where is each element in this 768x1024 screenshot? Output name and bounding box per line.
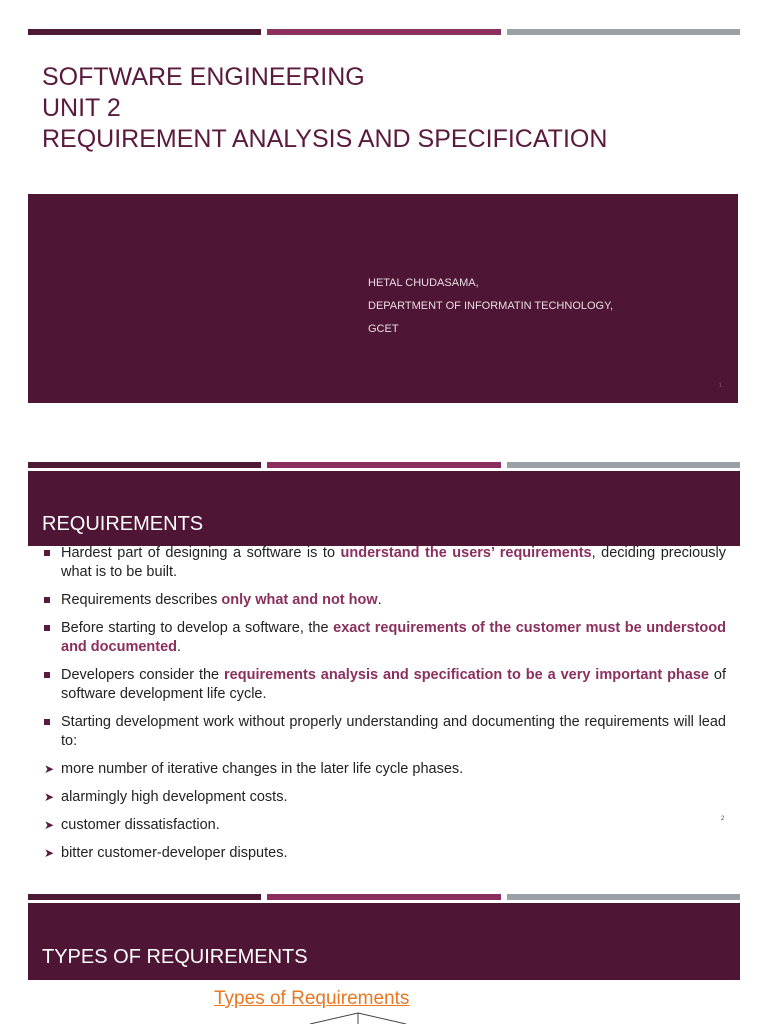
arrow-item: ➤ customer dissatisfaction. xyxy=(44,817,220,833)
author-department: DEPARTMENT OF INFORMATIN TECHNOLOGY, xyxy=(368,300,614,312)
square-bullet-icon xyxy=(44,625,50,631)
square-bullet-icon xyxy=(44,597,50,603)
slide3-title: TYPES OF REQUIREMENTS xyxy=(42,946,308,968)
bar-dark xyxy=(28,29,261,35)
diagram-connector-lines xyxy=(300,1010,430,1024)
slide1-title xyxy=(42,62,607,155)
bar-accent xyxy=(267,462,500,468)
slide2-header xyxy=(28,471,740,546)
types-subtitle: Types of Requirements xyxy=(214,988,410,1009)
bar-grey xyxy=(507,29,740,35)
arrow-item: ➤ bitter customer-developer disputes. xyxy=(44,845,288,861)
arrow-item: ➤ alarmingly high development costs. xyxy=(44,789,288,805)
arrow-bullet-icon: ➤ xyxy=(44,762,55,776)
arrow-bullet-icon: ➤ xyxy=(44,818,55,832)
title-line-3: REQUIREMENT ANALYSIS AND SPECIFICATION xyxy=(42,125,608,153)
list-item: Requirements describes only what and not how. xyxy=(42,591,726,610)
bar-grey xyxy=(507,462,740,468)
list-item: Hardest part of designing a software is to understand the users’ requirements, deciding preciously what is to be built. xyxy=(42,544,726,582)
page-number: 1 xyxy=(718,383,722,389)
list-item: Before starting to develop a software, the exact requirements of the customer must be understood and documented. xyxy=(42,619,726,657)
bar-dark xyxy=(28,894,261,900)
bar-accent xyxy=(267,29,500,35)
slide3-top-bars xyxy=(28,894,740,900)
title-line-1: SOFTWARE ENGINEERING xyxy=(42,63,365,91)
slide2-title: REQUIREMENTS xyxy=(42,513,204,535)
bar-dark xyxy=(28,462,261,468)
arrow-item: ➤ more number of iterative changes in the later life cycle phases. xyxy=(44,761,464,777)
list-item: Developers consider the requirements analysis and specification to be a very important phase of software development life cycle. xyxy=(42,666,726,704)
author-institute: GCET xyxy=(368,323,399,335)
bar-grey xyxy=(507,894,740,900)
list-item: Starting development work without properly understanding and documenting the requirements will lead to: xyxy=(42,713,726,751)
page-number: 2 xyxy=(721,816,725,822)
title-line-2: UNIT 2 xyxy=(42,94,121,122)
arrow-bullet-icon: ➤ xyxy=(44,790,55,804)
square-bullet-icon xyxy=(44,550,50,556)
slide3-header xyxy=(28,903,740,980)
slide2-top-bars xyxy=(28,462,740,468)
author-info xyxy=(368,272,613,341)
slide1-top-bars xyxy=(28,29,740,35)
bar-accent xyxy=(267,894,500,900)
author-name: HETAL CHUDASAMA, xyxy=(368,277,479,289)
arrow-bullet-icon: ➤ xyxy=(44,846,55,860)
square-bullet-icon xyxy=(44,672,50,678)
slide1-author-panel xyxy=(28,194,738,403)
slide2-content xyxy=(42,544,726,872)
square-bullet-icon xyxy=(44,719,50,725)
